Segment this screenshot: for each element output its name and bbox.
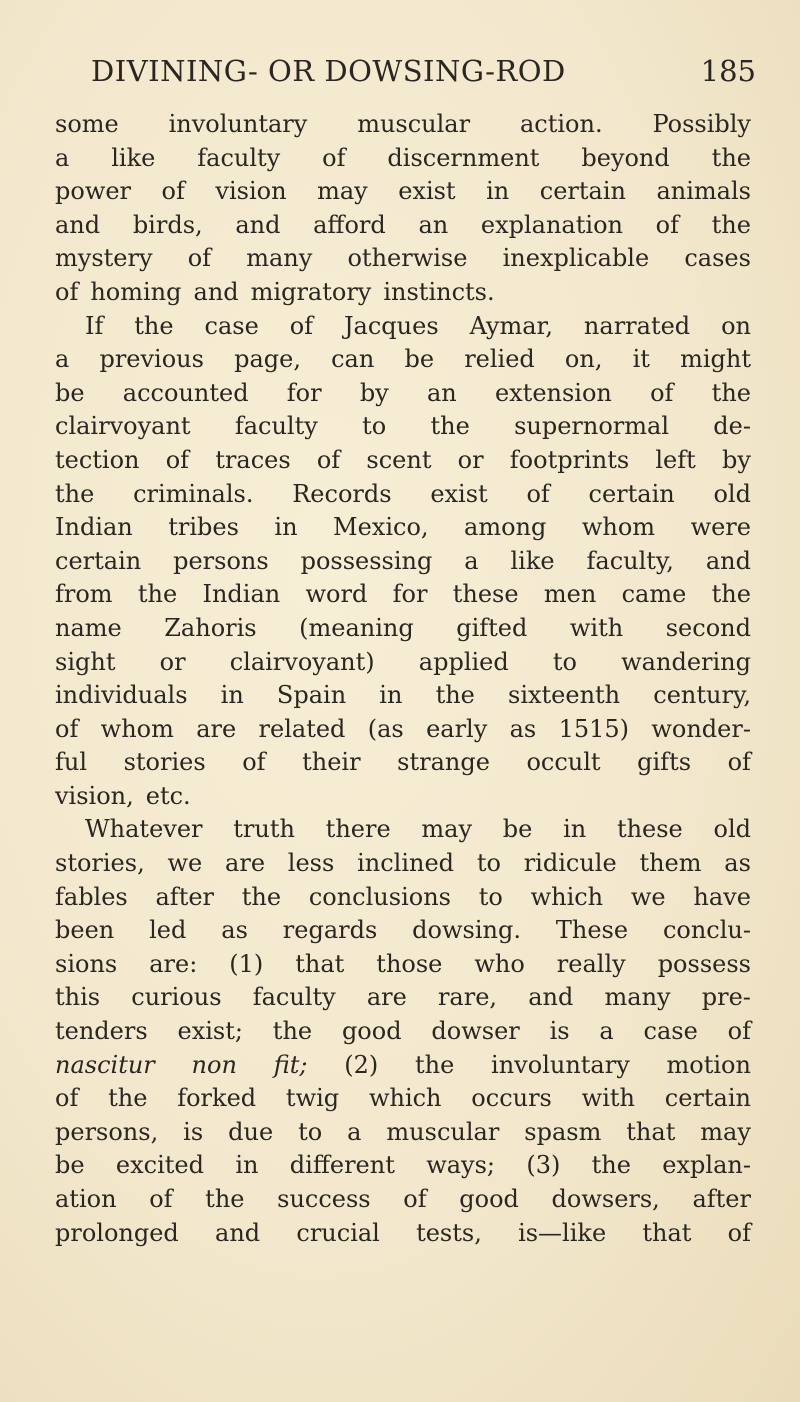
- text-line: fables after the conclusions to which we have: [55, 882, 751, 911]
- running-title: DIVINING- OR DOWSING-ROD: [91, 54, 566, 88]
- text-line: power of vision may exist in certain animals: [55, 177, 751, 206]
- text-line: this curious faculty are rare, and many pre-: [55, 983, 751, 1012]
- text-line: ful stories of their strange occult gifts of: [55, 748, 751, 777]
- text-line: name Zahoris (meaning gifted with second: [55, 613, 751, 642]
- text-line: and birds, and afford an explanation of the: [55, 210, 751, 239]
- text-line: the criminals. Records exist of certain old: [55, 479, 751, 508]
- text-line: Whatever truth there may be in these old: [85, 815, 751, 844]
- text-line: a previous page, can be relied on, it might: [55, 345, 751, 374]
- page-header: [84, 54, 756, 94]
- text-line: individuals in Spain in the sixteenth century,: [55, 681, 751, 710]
- text-line: from the Indian word for these men came the: [55, 580, 751, 609]
- text-line: be accounted for by an extension of the: [55, 378, 751, 407]
- text-line: tection of traces of scent or footprints left by: [55, 445, 751, 474]
- text-line: a like faculty of discernment beyond the: [55, 143, 751, 172]
- text-line: sight or clairvoyant) applied to wandering: [55, 647, 751, 676]
- text-line: clairvoyant faculty to the supernormal de-: [55, 412, 751, 441]
- text-line: mystery of many otherwise inexplicable cases: [55, 244, 751, 273]
- text-line: some involuntary muscular action. Possibly: [55, 110, 751, 138]
- text-line: been led as regards dowsing. These conclu-: [55, 916, 751, 945]
- text-line: sions are: (1) that those who really possess: [55, 949, 751, 978]
- text-line: persons, is due to a muscular spasm that may: [55, 1117, 751, 1146]
- text-line: be excited in different ways; (3) the explan-: [55, 1151, 751, 1180]
- text-line: ation of the success of good dowsers, after: [55, 1185, 751, 1213]
- text-line: vision, etc.: [55, 781, 191, 810]
- text-line: If the case of Jacques Aymar, narrated on: [85, 311, 751, 340]
- text-line: of homing and migratory instincts.: [55, 277, 495, 306]
- text-line: stories, we are less inclined to ridicule them as: [55, 849, 751, 878]
- text-line: nascitur non fit; (2) the involuntary motion: [55, 1050, 751, 1079]
- text-line: tenders exist; the good dowser is a case of: [55, 1017, 751, 1046]
- text-line: of the forked twig which occurs with certain: [55, 1084, 751, 1113]
- page-number: 185: [700, 54, 756, 88]
- text-line: Indian tribes in Mexico, among whom were: [55, 513, 751, 542]
- text-line: prolonged and crucial tests, is—like that of: [55, 1218, 751, 1247]
- body-text: [55, 108, 751, 1250]
- text-line: of whom are related (as early as 1515) wonder-: [55, 714, 751, 743]
- text-line: certain persons possessing a like faculty, and: [55, 546, 751, 575]
